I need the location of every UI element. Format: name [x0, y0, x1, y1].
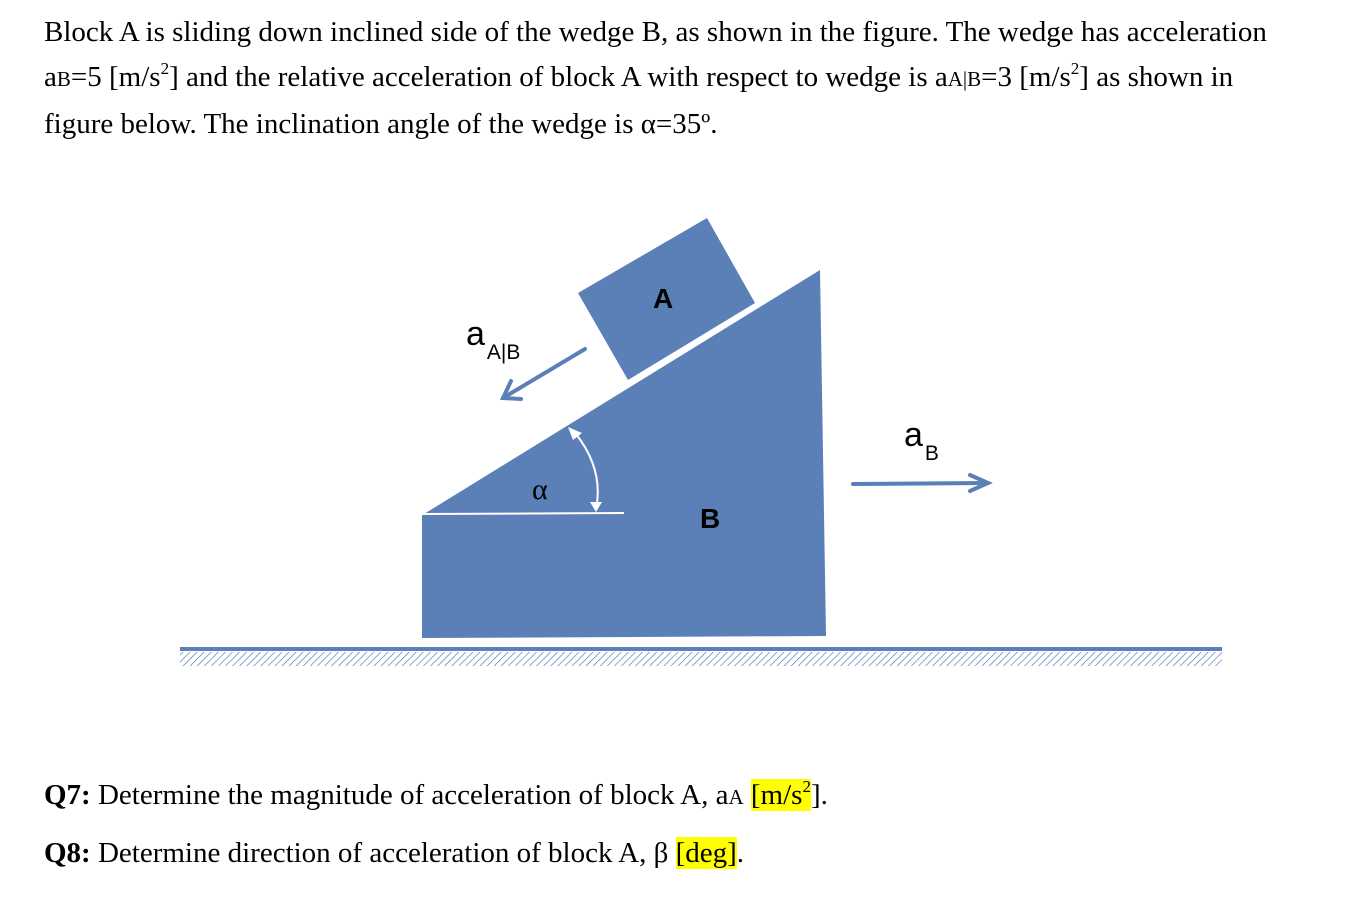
problem-text-2: =5 [m/s: [70, 61, 161, 93]
aAB-subscript: A|B: [947, 67, 982, 91]
q8-number: Q8:: [44, 837, 91, 869]
q7-unit-post: ]: [810, 779, 821, 811]
angle-alpha-label: α: [532, 473, 548, 506]
horizontal-reference-line: [422, 513, 624, 514]
problem-text-5: ] as shown in figure below. The inclination angle of the wedge is α=35º.: [44, 61, 1234, 140]
q8-text: Determine direction of acceleration of block A, β: [90, 837, 676, 869]
q7-number: Q7:: [44, 779, 91, 811]
q7-text: Determine the magnitude of acceleration of block A, a: [90, 779, 729, 811]
q8-end: .: [736, 837, 745, 869]
block-a-label: A: [653, 283, 674, 314]
ground-hatching: [180, 652, 1222, 666]
problem-text-3: ] and the relative acceleration of block A with respect to wedge is a: [169, 61, 948, 93]
problem-text-1: Block A is sliding down inclined side of the wedge B, as shown in the figure. The wedge has acceleration a: [44, 16, 1267, 93]
wedge-b-label: B: [700, 503, 721, 534]
q8-unit-highlight: [deg]: [675, 837, 737, 869]
q7-unit-squared: 2: [802, 777, 811, 796]
rel-accel-label: $a_{A|B}$: [466, 315, 521, 364]
squared-1: 2: [160, 59, 170, 78]
wedge-accel-label: $a_B$: [904, 416, 939, 465]
aB-subscript: B: [56, 67, 71, 91]
q7-space: [744, 779, 751, 811]
question-8: [44, 835, 744, 871]
squared-2: 2: [1070, 59, 1080, 78]
q7-unit-highlight: [751, 779, 811, 811]
rel-accel-subscript: A|B: [486, 341, 521, 364]
wedge-accel-arrow: [853, 475, 988, 491]
wedge-accel-subscript: B: [924, 442, 939, 465]
q7-end: .: [820, 779, 828, 811]
question-7: [44, 777, 828, 815]
q7-subscript: A: [728, 785, 744, 809]
problem-text-4: =3 [m/s: [981, 61, 1071, 93]
q7-unit-pre: [m/s: [750, 779, 803, 811]
